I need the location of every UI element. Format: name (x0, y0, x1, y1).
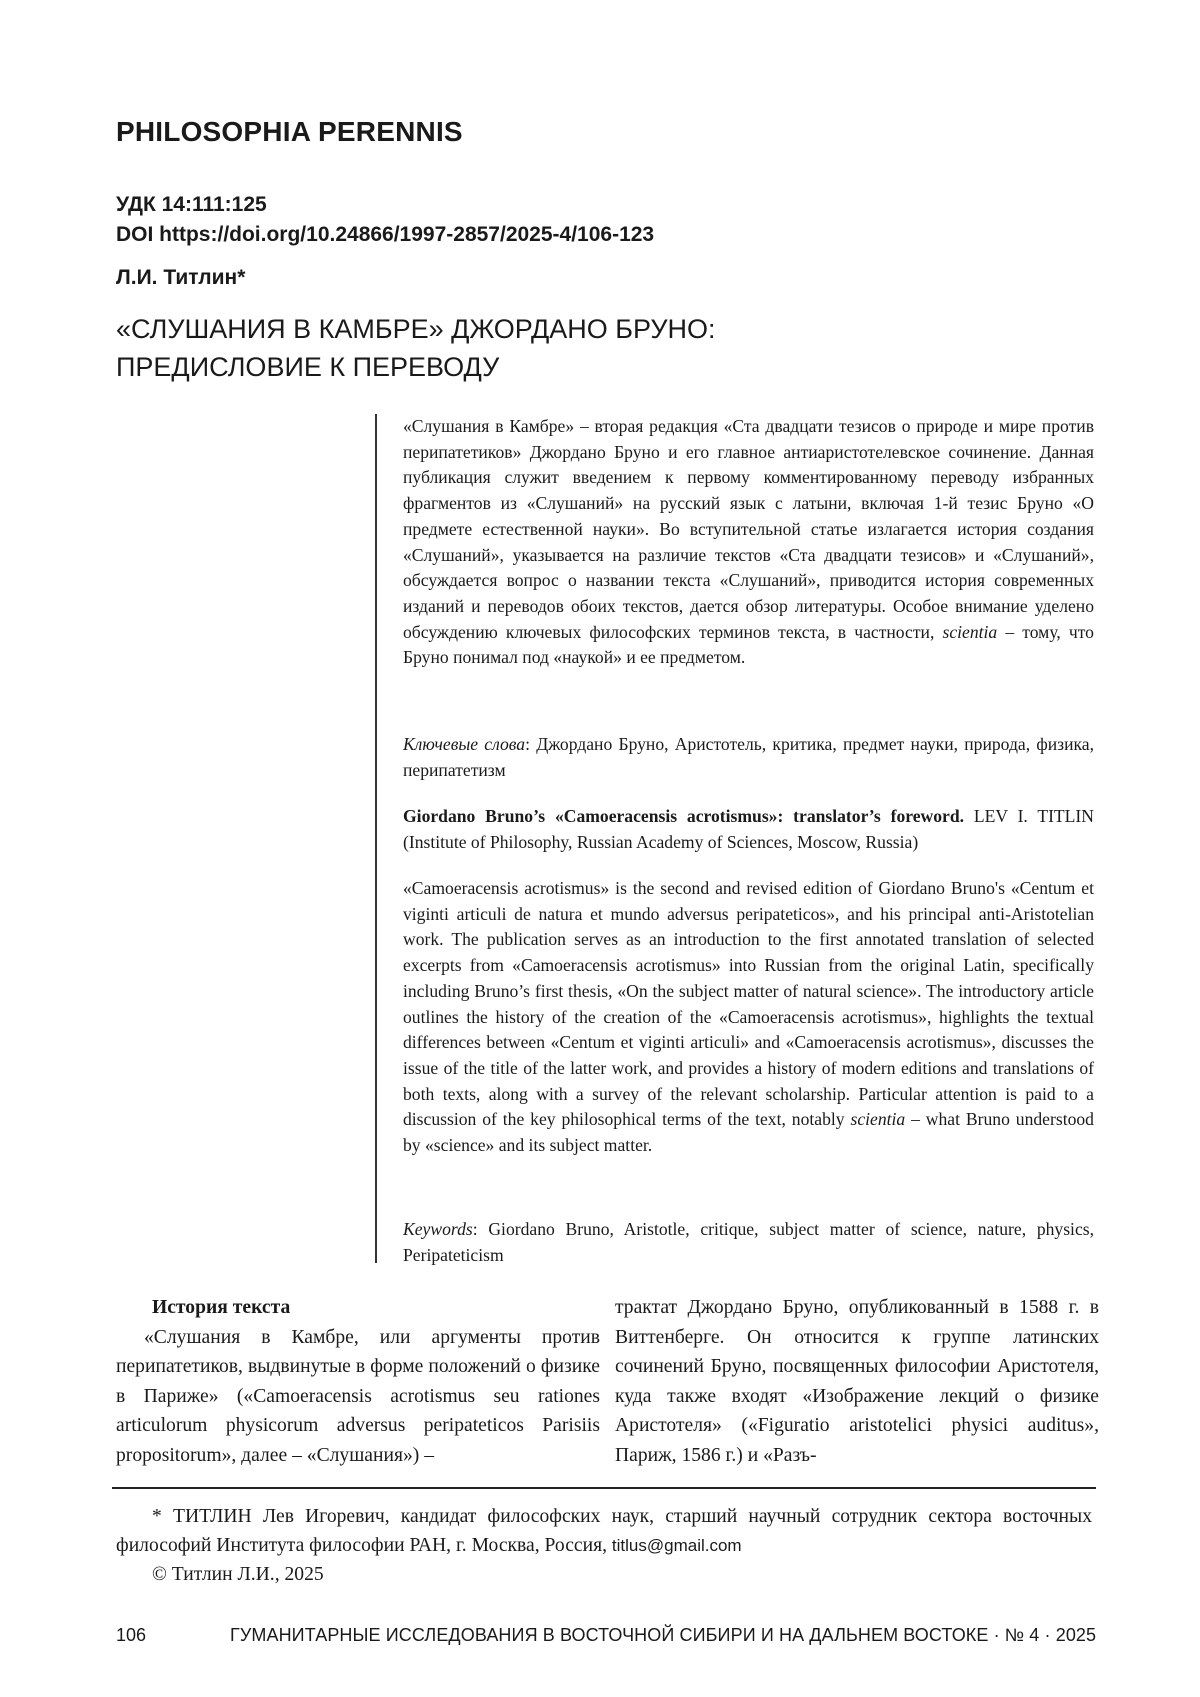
keywords-russian-list: : Джордано Бруно, Аристотель, критика, предмет науки, природа, физика, перипатетизм (403, 734, 1094, 780)
doi-link[interactable]: DOI https://doi.org/10.24866/1997-2857/2025-4/106-123 (116, 223, 655, 246)
section-title: PHILOSOPHIA PERENNIS (116, 116, 463, 147)
footnote-divider (112, 1487, 1096, 1489)
author-name: Л.И. Титлин* (116, 266, 246, 289)
keywords-english-list: : Giordano Bruno, Aristotle, critique, subject matter of science, nature, physics, Peripateticism (403, 1219, 1094, 1265)
udk-code: УДК 14:111:125 (116, 193, 267, 216)
english-title-block (403, 804, 1094, 855)
author-footnote (116, 1502, 1092, 1589)
footnote-text-block (116, 1502, 1092, 1560)
abstract-english-text-end: – what Bruno understood by «science» and its subject matter. (403, 1109, 1094, 1156)
article-title-line-1: «СЛУШАНИЯ В КАМБРЕ» ДЖОРДАНО БРУНО: (116, 314, 716, 344)
abstract-russian (403, 414, 1094, 671)
keywords-russian (403, 732, 1094, 783)
keywords-russian-label: Ключевые слова (403, 734, 526, 754)
english-title: Giordano Bruno’s «Camoeracensis acrotismus»: translator’s foreword. (403, 806, 965, 826)
abstract-russian-text: «Слушания в Камбре» – вторая редакция «Ста двадцати тезисов о природе и мире против перипатетиков» Джордано Бруно и его главное антиаристотелевское сочинение. Данная публикация служит введением к первому комментированному переводу избранных фрагментов из «Слушаний» на русский язык с латыни, включая 1-й тезис Бруно «О предмете естественной науки». Во вступительной статье излагается история создания «Слушаний», указывается на различие текстов «Ста двадцати тезисов» и «Слушаний», обсуждается вопрос о названии текста «Слушаний», приводится история современных изданий и переводов обоих текстов, дается обзор литературы. Особое внимание уделено обсуждению ключевых философских терминов текста, в частности, (403, 416, 1094, 642)
abstract-english (403, 876, 1094, 1159)
english-author-affiliation: LEV I. TITLIN (Institute of Philosophy, Russian Academy of Sciences, Moscow, Russia) (403, 806, 1094, 852)
page-number: 106 (116, 1625, 147, 1645)
abstract-english-text: «Camoeracensis acrotismus» is the second and revised edition of Giordano Bruno's «Centum et viginti articuli de natura et mundo adversus peripateticos», and his principal anti-Aristotelian work. The publication serves as an introduction to the first annotated translation of selected excerpts from «Camoeracensis acrotismus» into Russian from the original Latin, specifically including Bruno’s first thesis, «On the subject matter of natural science». The introductory article outlines the history of the creation of the «Camoeracensis acrotismus», highlights the textual differences between «Centum et viginti articuli» and «Camoeracensis acrotismus», discusses the issue of the title of the latter work, and provides a history of modern editions and translations of both texts, along with a survey of the relevant scholarship. Particular attention is paid to a discussion of the key philosophical terms of the text, notably (403, 878, 1094, 1130)
section-heading: История текста (152, 1297, 291, 1318)
keywords-english (403, 1217, 1094, 1268)
body-paragraph-left: «Слушания в Камбре, или аргументы против перипатетиков, выдвинутые в форме положений о физике в Париже» («Camoeracensis acrotismus seu rationes articulorum physicorum adversus peripateticos Parisiis propositorum», далее – «Слушания») – (116, 1326, 600, 1466)
body-column-right (615, 1293, 1099, 1470)
body-column-left (116, 1293, 600, 1470)
abstract-russian-term: scientia (942, 621, 998, 642)
body-paragraph-right: трактат Джордано Бруно, опубликованный в 1588 г. в Виттенберге. Он относится к группе латинских сочинений Бруно, посвященных философии Аристотеля, куда также входят «Изображение лекций о физике Аристотеля» («Figuratio aristotelici physici auditus», Париж, 1586 г.) и «Разъ- (615, 1297, 1099, 1466)
article-title (116, 310, 716, 386)
abstract-block (375, 414, 1094, 1263)
copyright-notice: © Титлин Л.И., 2025 (152, 1564, 324, 1585)
abstract-russian-text-end: – тому, что Бруно понимал под «наукой» и ее предметом. (403, 621, 1094, 668)
footnote-text: * ТИТЛИН Лев Игоревич, кандидат философских наук, старший научный сотрудник сектора восточных философий Института философии РАН, г. Москва, Россия, (116, 1506, 1092, 1556)
journal-name: ГУМАНИТАРНЫЕ ИССЛЕДОВАНИЯ В ВОСТОЧНОЙ СИБИРИ И НА ДАЛЬНЕМ ВОСТОКЕ · № 4 · 2025 (230, 1625, 1097, 1645)
keywords-english-label: Keywords (403, 1219, 473, 1239)
article-title-line-2: ПРЕДИСЛОВИЕ К ПЕРЕВОДУ (116, 352, 500, 382)
author-email-link[interactable]: titlus@gmail.com (611, 1536, 742, 1555)
abstract-english-term: scientia (850, 1109, 906, 1130)
